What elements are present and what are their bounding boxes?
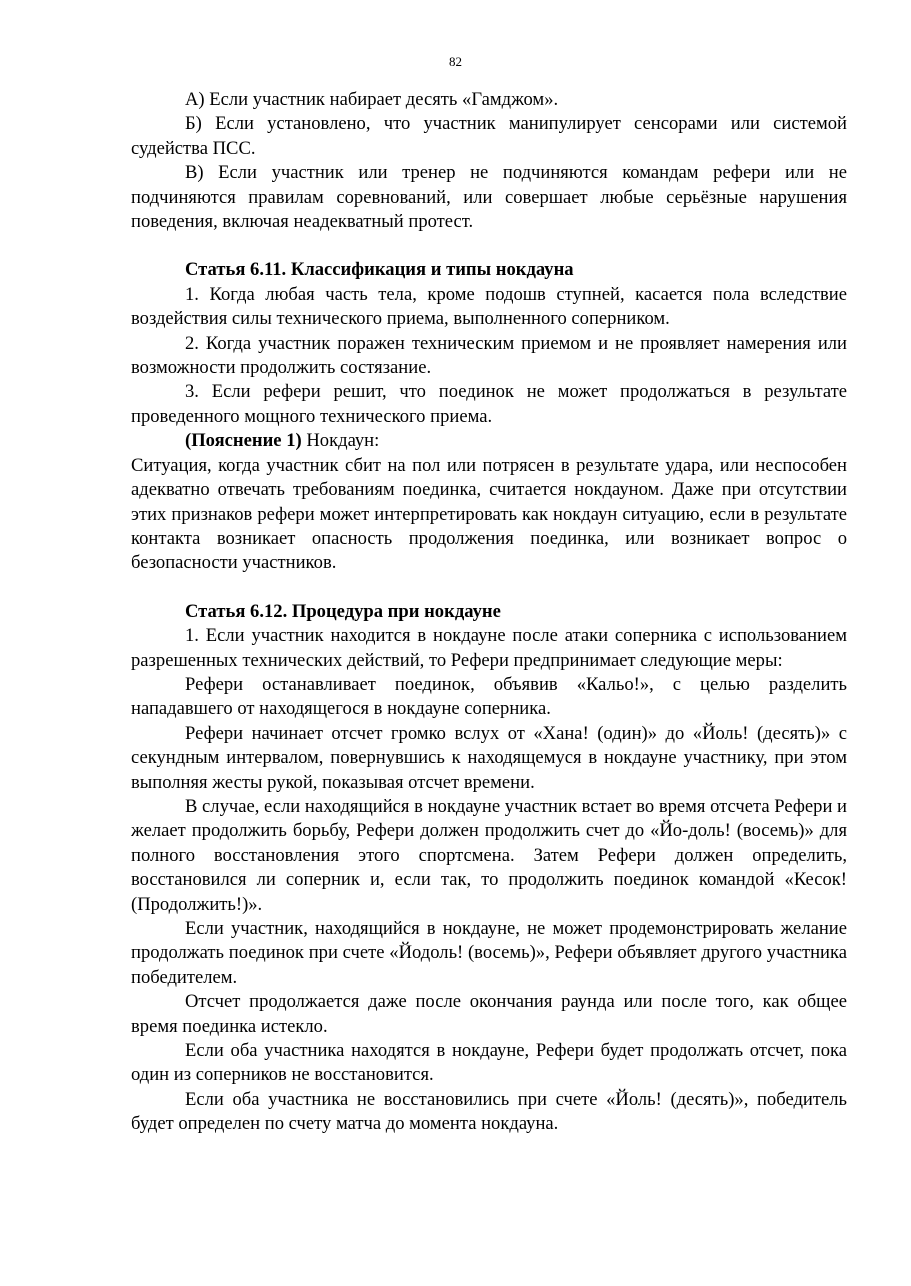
section-gap (131, 576, 847, 600)
paragraph-condition-c: В) Если участник или тренер не подчиняются командам рефери или не подчиняются правилам соревнований, или совершает любые серьёзные нарушения поведения, включая неадекватный протест. (131, 162, 847, 233)
article-6-12-paragraph: Отсчет продолжается даже после окончания раунда или после того, как общее время поединка истекло. (131, 991, 847, 1037)
document-body (131, 88, 847, 1137)
article-6-11-heading: Статья 6.11. Классификация и типы нокдауна (185, 259, 574, 281)
article-6-12-paragraph: Если оба участника не восстановились при счете «Йоль! (десять)», победитель будет определен по счету матча до момента нокдауна. (131, 1088, 847, 1135)
paragraph-condition-a: А) Если участник набирает десять «Гамджом». (185, 89, 559, 110)
article-6-11-item-2: 2. Когда участник поражен техническим приемом и не проявляет намерения или возможности продолжить состязание. (131, 332, 847, 379)
article-6-12-paragraph: Рефери начинает отсчет громко вслух от «Хана! (один)» до «Йоль! (десять)» с секундным интервалом, повернувшись к находящемуся в нокдауне участнику, при этом выполняя жесты рукой, показывая отсчет времени. (131, 722, 847, 793)
article-6-11-item-1: 1. Когда любая часть тела, кроме подошв ступней, касается пола вследствие воздействия силы технического приема, выполненного соперником. (131, 283, 847, 330)
article-6-12-paragraph: Если оба участника находятся в нокдауне, Рефери будет продолжать отсчет, пока один из соперников не восстановится. (131, 1040, 847, 1086)
note-title: Нокдаун: (301, 430, 380, 452)
article-6-12-heading: Статья 6.12. Процедура при нокдауне (185, 600, 501, 622)
article-6-12-paragraph: Если участник, находящийся в нокдауне, не может продемонстрировать желание продолжать поединок при счете «Йодоль! (восемь)», Рефери объявляет другого участника победителем. (131, 918, 847, 988)
article-6-12-paragraph: В случае, если находящийся в нокдауне участник встает во время отсчета Рефери и желает продолжить борьбу, Рефери должен продолжить счет до «Йо-доль! (восемь)» для полного восстановления этого спортсмена. Затем Рефери должен определить, восстановился ли соперник и, если так, то продолжить поединок командой «Кесок! (Продолжить!)». (131, 795, 847, 915)
page-number: 82 (449, 54, 462, 69)
article-6-12-paragraph: Рефери останавливает поединок, объявив «Кальо!», с целью разделить нападавшего от находящегося в нокдауне соперника. (131, 673, 847, 720)
article-6-11-item-3: 3. Если рефери решит, что поединок не может продолжаться в результате проведенного мощного технического приема. (131, 381, 847, 427)
note-text: Ситуация, когда участник сбит на пол или потрясен в результате удара, или неспособен адекватно отвечать требованиям поединка, считается нокдауном. Даже при отсутствии этих признаков рефери может интерпретировать как нокдаун ситуацию, если в результате контакта возникает опасность продолжения поединка, или возникает вопрос о безопасности участников. (131, 454, 847, 574)
article-6-12-paragraph: 1. Если участник находится в нокдауне после атаки соперника с использованием разрешенных технических действий, то Рефери предпринимает следующие меры: (131, 625, 847, 671)
paragraph-condition-b: Б) Если установлено, что участник манипулирует сенсорами или системой судейства ПСС. (131, 113, 847, 159)
section-gap (131, 234, 847, 258)
note-heading (131, 429, 847, 453)
note-label: (Пояснение 1) (185, 430, 302, 452)
